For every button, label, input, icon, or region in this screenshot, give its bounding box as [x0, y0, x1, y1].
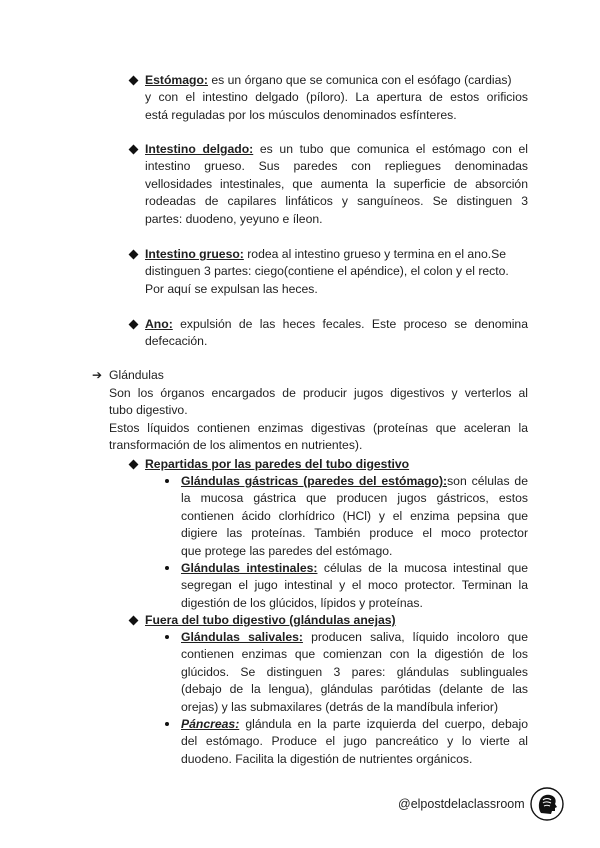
bullet-diamond-icon [129, 250, 139, 260]
arrow-right-icon: ➔ [92, 368, 103, 382]
bullet-dot-icon [165, 479, 169, 483]
bullet-diamond-icon [129, 616, 139, 626]
footer-handle: @elpostdelaclassroom [398, 797, 525, 811]
intestinales-paragraph: Glándulas intestinales: células de la mucosa intestinal que segregan el jugo intestinal y el moco protector. Terminan la digestión de los glúcidos, lípidos y proteínas. [181, 561, 529, 610]
intestino-grueso-paragraph: Intestino grueso: rodea al intestino grueso y termina en el ano.Se distinguen 3 partes: ciego(contiene el apéndice), el colon y el recto. Por aquí se expulsan las heces. [145, 247, 509, 296]
intestino-delgado-term: Intestino delgado: [145, 142, 254, 156]
intestinales-term: Glándulas intestinales: [181, 561, 318, 575]
bullet-dot-icon [165, 566, 169, 570]
glandulas-intro: Son los órganos encargados de producir jugos digestivos y verterlos al tubo digestivo. Estos líquidos contienen enzimas digestivas (proteínas que aceleran la transformación de los alimentos en nutrientes). [109, 386, 528, 453]
bullet-diamond-icon [129, 145, 139, 155]
estomago-term: Estómago: [145, 73, 208, 87]
bullet-diamond-icon [129, 320, 139, 330]
pancreas-term: Páncreas: [181, 717, 240, 731]
bullet-diamond-icon [129, 76, 139, 86]
bullet-diamond-icon [129, 460, 139, 470]
ano-paragraph: Ano: expulsión de las heces fecales. Este proceso se denomina defecación. [145, 317, 528, 349]
intestino-delgado-paragraph: Intestino delgado: es un tubo que comunica el estómago con el intestino grueso. Sus paredes con repliegues denominadas vellosidades intestinales, que aumenta la superficie de absorción rodeadas de capilares linfáticos y sanguíneos. Se distinguen 3 partes: duodeno, yeyuno e íleon. [145, 142, 528, 226]
group1-title: Repartidas por las paredes del tubo digestivo [145, 457, 410, 471]
group2-title: Fuera del tubo digestivo (glándulas anejas) [145, 613, 396, 627]
pancreas-paragraph: Páncreas: glándula en la parte izquierda del cuerpo, debajo del estómago. Produce el jugo pancreático y lo vierte al duodeno. Facilita la digestión de nutrientes orgánicos. [181, 717, 528, 766]
salivales-term: Glándulas salivales: [181, 630, 303, 644]
bullet-dot-icon [165, 722, 169, 726]
bullet-dot-icon [165, 635, 169, 639]
ano-term: Ano: [145, 317, 173, 331]
estomago-paragraph: Estómago: es un órgano que se comunica con el esófago (cardias) y con el intestino delgado (píloro). La apertura de estos orificios está reguladas por los músculos denominados esfínteres. [145, 73, 528, 122]
gastricas-term: Glándulas gástricas (paredes del estómago): [181, 474, 448, 488]
glandulas-heading: Glándulas [109, 368, 164, 382]
brain-head-logo-icon [530, 787, 564, 821]
intestino-grueso-term: Intestino grueso: [145, 247, 244, 261]
gastricas-paragraph: Glándulas gástricas (paredes del estómago):son células de la mucosa gástrica que producen jugos gástricos, estos contienen ácido clorhídrico (HCl) y el enzima pepsina que digiere las proteínas. También produce el moco protector que protege las paredes del estómago. [181, 474, 528, 558]
salivales-paragraph: Glándulas salivales: producen saliva, líquido incoloro que contienen enzimas que comienzan con la digestión de los glúcidos. Se distinguen 3 pares: glándulas sublinguales (debajo de la lengua), glándulas parótidas (delante de las orejas) y las submaxilares (detrás de la mandíbula inferior) [181, 630, 528, 714]
